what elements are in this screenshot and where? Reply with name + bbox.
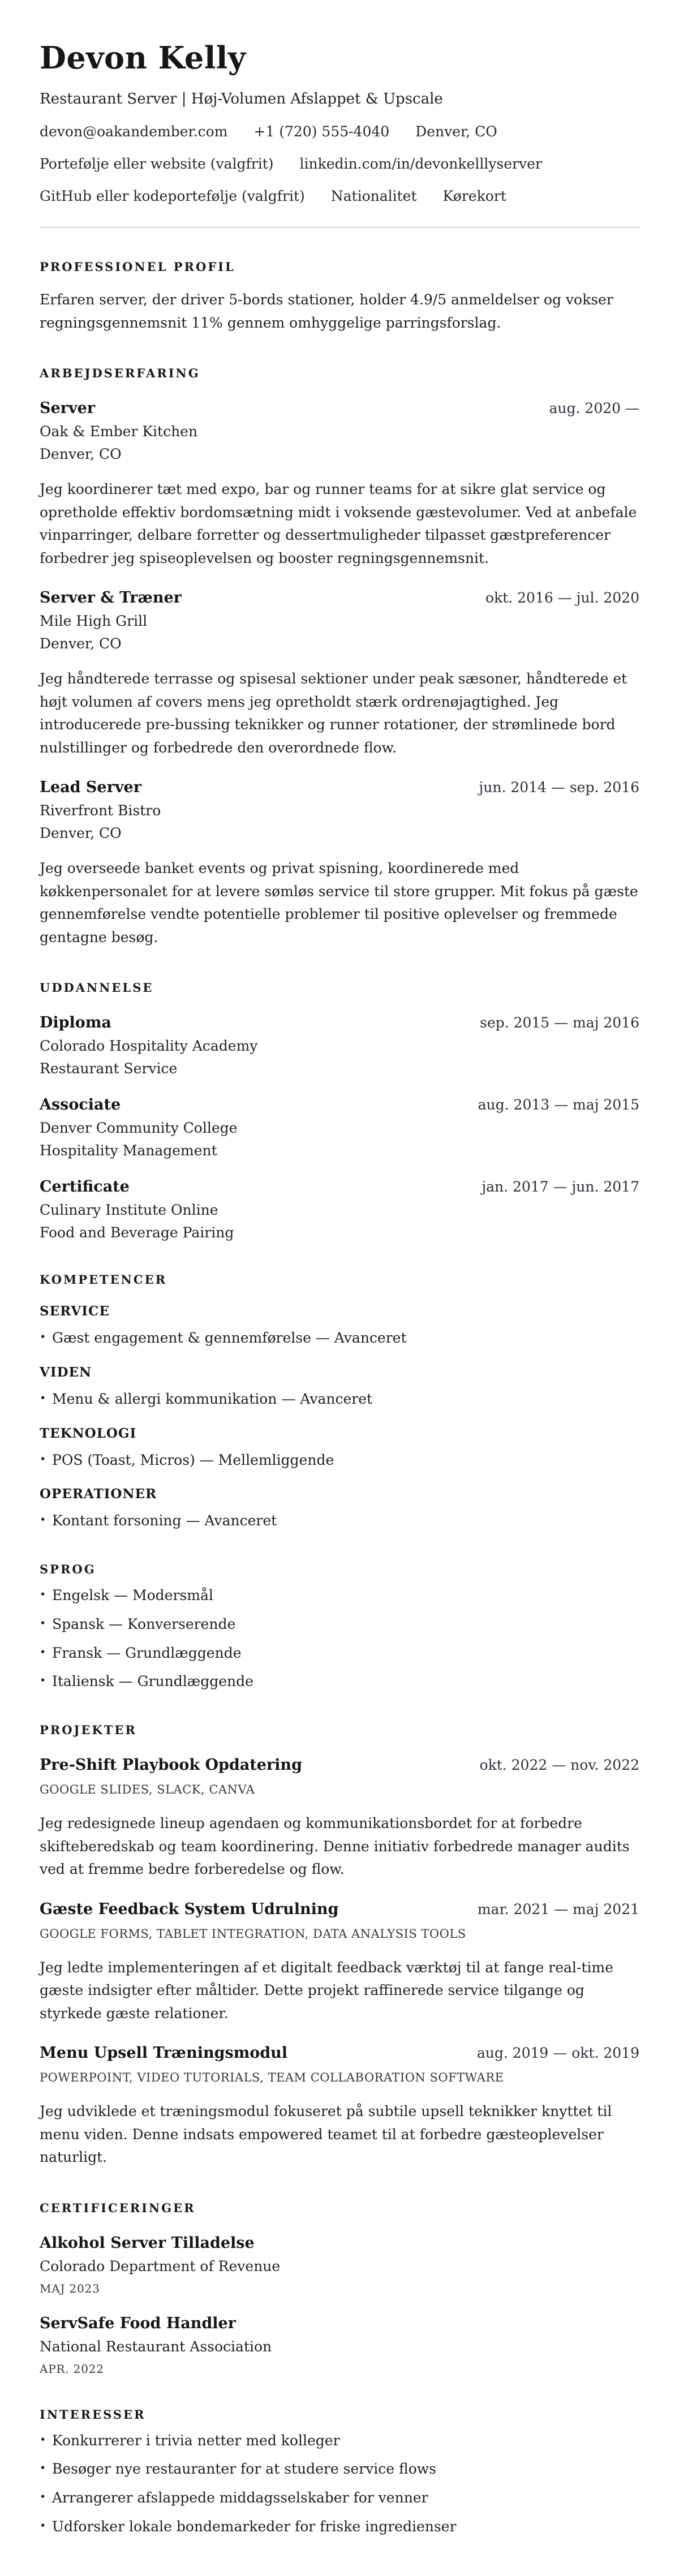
contact-row-2 — [40, 156, 639, 172]
skills-heading: KOMPETENCER — [40, 1272, 167, 1287]
education-school: Denver Community College — [40, 1120, 238, 1136]
education-school: Culinary Institute Online — [40, 1202, 218, 1218]
skill-item: • POS (Toast, Micros) — Mellemliggende — [40, 1451, 639, 1470]
language-item: • Spansk — Konverserende — [40, 1615, 639, 1634]
section-profile — [40, 260, 639, 334]
skill-item: • Kontant forsoning — Avanceret — [40, 1511, 639, 1530]
certification-issuer: National Restaurant Association — [40, 2338, 272, 2355]
header-divider — [40, 227, 639, 228]
section-skills — [40, 1272, 639, 1530]
project-description: Jeg udviklede et træningsmodul fokuseret på subtile upsell teknikker knyttet til menu viden. Denne indsats empowered teamet til at forbedre gæsteoplevelser naturligt. — [40, 2103, 612, 2165]
job-dates: jun. 2014 — sep. 2016 — [479, 779, 639, 795]
candidate-title: Restaurant Server | Høj-Volumen Afslappet & Upscale — [40, 91, 443, 107]
certification-date: APR. 2022 — [40, 2362, 104, 2376]
job-entry — [40, 589, 639, 759]
skill-item: • Gæst engagement & gennemførelse — Avanceret — [40, 1328, 639, 1348]
project-entry — [40, 1900, 639, 2025]
interest-list — [40, 2431, 639, 2536]
contact-row-1 — [40, 123, 639, 140]
project-dates: mar. 2021 — maj 2021 — [477, 1900, 639, 1917]
contact-email: devon@oakandember.com — [40, 123, 228, 140]
language-item: • Fransk — Grundlæggende — [40, 1644, 639, 1663]
job-entry-header — [40, 589, 639, 607]
skill-group — [40, 1365, 639, 1409]
job-description: Jeg overseede banket events og privat spisning, koordinerede med køkkenpersonalet for at levere sømløs service til store grupper. Mit fokus på gæste gennemførelse vendte potentielle problemer til positive oplevelser og fremmede gentagne besøg. — [40, 860, 638, 945]
contact-phone: +1 (720) 555-4040 — [253, 123, 390, 140]
skill-group-name: TEKNOLOGI — [40, 1425, 137, 1441]
job-entry-header — [40, 399, 639, 417]
education-heading: UDDANNELSE — [40, 980, 154, 995]
job-company: Mile High Grill — [40, 613, 148, 629]
project-description: Jeg ledte implementeringen af et digitalt feedback værktøj til at fange real-time gæste indsigter efter måltider. Dette projekt raffinerede service tilgange og styrkede gæste relationer. — [40, 1959, 613, 2022]
job-company: Oak & Ember Kitchen — [40, 423, 198, 440]
section-experience — [40, 366, 639, 949]
profile-heading: PROFESSIONEL PROFIL — [40, 260, 235, 274]
job-company: Riverfront Bistro — [40, 802, 161, 819]
job-location: Denver, CO — [40, 635, 122, 652]
certification-name: ServSafe Food Handler — [40, 2314, 236, 2332]
education-entry — [40, 1096, 639, 1159]
certification-entry — [40, 2234, 639, 2295]
contact-github: GitHub eller kodeportefølje (valgfrit) — [40, 188, 305, 204]
language-item: • Engelsk — Modersmål — [40, 1586, 639, 1605]
project-entry-header — [40, 1900, 639, 1918]
education-dates: aug. 2013 — maj 2015 — [478, 1096, 639, 1113]
certification-entry — [40, 2315, 639, 2376]
contact-nationality: Nationalitet — [330, 188, 417, 204]
project-dates: okt. 2022 — nov. 2022 — [479, 1757, 639, 1773]
project-entry — [40, 1756, 639, 1881]
section-projects — [40, 1723, 639, 2169]
project-name: Gæste Feedback System Udrulning — [40, 1900, 339, 1918]
resume-header — [40, 40, 639, 228]
contact-license: Kørekort — [442, 188, 506, 204]
section-certifications — [40, 2201, 639, 2376]
profile-text: Erfaren server, der driver 5-bords stationer, holder 4.9/5 anmeldelser og vokser regningsgennemsnit 11% gennem omhyggelige parringsforslag. — [40, 291, 613, 331]
job-description: Jeg håndterede terrasse og spisesal sektioner under peak sæsoner, håndterede et højt volumen af covers mens jeg opretholdt stærk ordrenøjagtighed. Jeg introducerede pre-bussing teknikker og runner rotationer, der strømlinede bord nulstillinger og forbedrede den overordnede flow. — [40, 670, 628, 756]
education-field: Restaurant Service — [40, 1060, 178, 1077]
skill-group — [40, 1304, 639, 1348]
skill-group — [40, 1426, 639, 1470]
candidate-name: Devon Kelly — [40, 40, 246, 76]
job-dates: aug. 2020 — — [549, 400, 639, 416]
contact-location: Denver, CO — [415, 123, 497, 140]
language-item: • Italiensk — Grundlæggende — [40, 1672, 639, 1691]
job-description: Jeg koordinerer tæt med expo, bar og runner teams for at sikre glat service og opretholde effektiv bordomsætning midt i voksende gæstevolumer. Ved at anbefale vinparringer, delbare forretter og dessertmuligheder tilpasset gæstpreferencer forbedrer jeg spiseoplevelsen og booster regningsgennemsnit. — [40, 481, 637, 566]
certifications-heading: CERTIFICERINGER — [40, 2200, 196, 2215]
education-field: Hospitality Management — [40, 1142, 217, 1159]
education-school: Colorado Hospitality Academy — [40, 1038, 258, 1054]
skill-list — [40, 1328, 639, 1348]
certification-name: Alkohol Server Tilladelse — [40, 2234, 255, 2252]
interest-item: • Besøger nye restauranter for at studere service flows — [40, 2459, 639, 2479]
interest-item: • Arrangerer afslappede middagsselskaber for venner — [40, 2488, 639, 2508]
interest-item: • Udforsker lokale bondemarkeder for friske ingredienser — [40, 2517, 639, 2536]
project-entry-header — [40, 1756, 639, 1774]
job-location: Denver, CO — [40, 446, 122, 462]
job-location: Denver, CO — [40, 825, 122, 841]
project-description: Jeg redesignede lineup agendaen og kommunikationsbordet for at forbedre skifteberedskab og team koordinering. Denne initiativ forbedrede manager audits ved at fremme bedre forberedelse og flow. — [40, 1815, 630, 1877]
project-name: Menu Upsell Træningsmodul — [40, 2044, 288, 2062]
skill-list — [40, 1511, 639, 1530]
project-entry — [40, 2044, 639, 2169]
section-interests — [40, 2407, 639, 2536]
skill-item: • Menu & allergi kommunikation — Avanceret — [40, 1390, 639, 1409]
languages-heading: SPROG — [40, 1562, 96, 1576]
certification-date: MAJ 2023 — [40, 2281, 100, 2295]
section-languages — [40, 1562, 639, 1691]
skill-list — [40, 1390, 639, 1409]
education-entry — [40, 1014, 639, 1077]
project-name: Pre-Shift Playbook Opdatering — [40, 1756, 302, 1774]
education-field: Food and Beverage Pairing — [40, 1224, 234, 1241]
projects-heading: PROJEKTER — [40, 1723, 137, 1737]
education-degree: Associate — [40, 1096, 121, 1113]
education-dates: sep. 2015 — maj 2016 — [480, 1014, 639, 1031]
skill-group-name: OPERATIONER — [40, 1486, 157, 1502]
education-entry-header — [40, 1014, 639, 1031]
experience-heading: ARBEJDSERFARING — [40, 366, 200, 380]
job-title: Server — [40, 399, 95, 417]
language-list — [40, 1586, 639, 1691]
skill-group-name: SERVICE — [40, 1304, 110, 1319]
job-dates: okt. 2016 — jul. 2020 — [485, 590, 639, 606]
project-tools: GOOGLE SLIDES, SLACK, CANVA — [40, 1783, 255, 1796]
contact-portfolio: Portefølje eller website (valgfrit) — [40, 156, 274, 172]
education-entry-header — [40, 1178, 639, 1195]
skill-group-name: VIDEN — [40, 1364, 92, 1380]
skill-list — [40, 1451, 639, 1470]
project-dates: aug. 2019 — okt. 2019 — [476, 2045, 639, 2061]
section-education — [40, 980, 639, 1241]
job-entry — [40, 399, 639, 570]
project-entry-header — [40, 2044, 639, 2062]
education-dates: jan. 2017 — jun. 2017 — [482, 1179, 639, 1195]
education-degree: Diploma — [40, 1014, 111, 1031]
interests-heading: INTERESSER — [40, 2407, 146, 2422]
job-title: Server & Træner — [40, 589, 182, 607]
education-entry-header — [40, 1096, 639, 1113]
project-tools: GOOGLE FORMS, TABLET INTEGRATION, DATA ANALYSIS TOOLS — [40, 1926, 466, 1941]
project-tools: POWERPOINT, VIDEO TUTORIALS, TEAM COLLABORATION SOFTWARE — [40, 2071, 504, 2084]
certification-issuer: Colorado Department of Revenue — [40, 2257, 281, 2274]
interest-item: • Konkurrerer i trivia netter med kolleger — [40, 2431, 639, 2450]
contact-row-3 — [40, 188, 639, 204]
job-entry-header — [40, 779, 639, 796]
job-entry — [40, 779, 639, 949]
skill-group — [40, 1486, 639, 1530]
contact-linkedin: linkedin.com/in/devonkelllyserver — [299, 156, 542, 172]
education-entry — [40, 1178, 639, 1241]
education-degree: Certificate — [40, 1178, 130, 1195]
job-title: Lead Server — [40, 779, 141, 796]
